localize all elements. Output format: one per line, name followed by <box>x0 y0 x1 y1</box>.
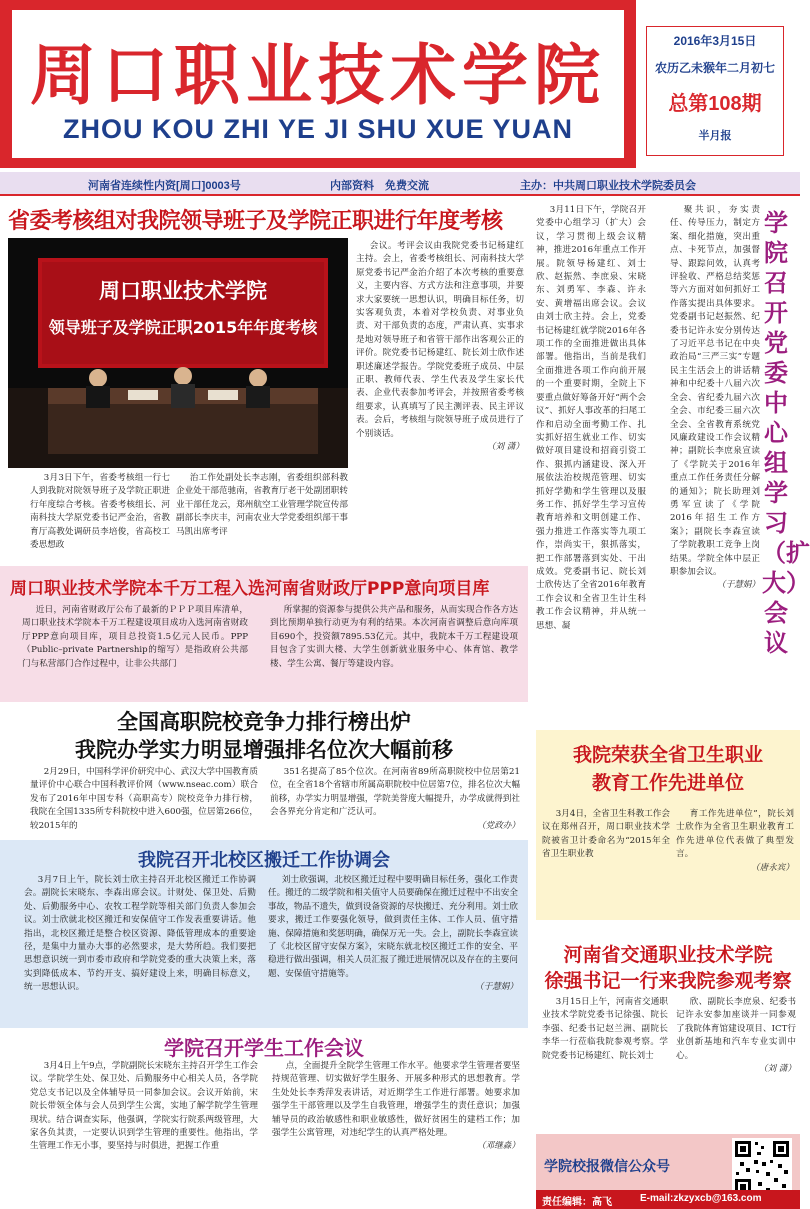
ppp-article <box>0 566 528 702</box>
lead-text-col2: 治工作处副处长李志刚，省委组织部科教企业处干部范驰南，省教育厅老干处副团职转业干部任龙云，郑州航空工业管理学院宣传部副部长李庆丰，河南农业大学党委组织部干事马凯出席考评 <box>176 473 348 537</box>
north-campus-headline: 我院召开北校区搬迁工作协调会 <box>138 850 390 871</box>
issue-number: 总第108期 <box>668 93 762 115</box>
north-author: （于慧娟） <box>475 982 518 993</box>
visit-text-col1: 3月15日上午，河南省交通职业技术学院党委书记徐强、院长李强、纪委书记赵兰洲、副院长李华一行莅临我院参观考察。学院党委书记杨建红、院长刘士 <box>542 997 668 1061</box>
sponsor: 主办：中共周口职业技术学院委员会 <box>520 180 696 192</box>
qr-code-icon[interactable] <box>732 1138 792 1198</box>
student-work-headline: 学院召开学生工作会议 <box>164 1036 364 1060</box>
ppp-text-col1: 近日，河南省财政厅公布了最新的ＰＰＰ项目库清单，周口职业技术学院本千万工程建设项目成功入选河南省财政厅PPP意向项目库，项目总投资1.5亿元人民币。PPP（Public–private Partnership的缩写）是指政府公共部门与私营部门合作过程中，让非公共部门 <box>22 605 248 669</box>
competition-headline-line2: 我院办学实力明显增强排名位次大幅前移 <box>75 738 453 762</box>
study-author: （于慧娟） <box>717 580 760 591</box>
license-number: 河南省连续性内资[周口]0003号 <box>88 180 241 192</box>
visit-headline-line1: 河南省交通职业技术学院 <box>563 944 773 966</box>
north-text-col2: 刘士欣强调，北校区搬迁过程中要明确目标任务，强化工作责任。搬迁的二级学院和相关值守人员要确保在搬迁过程中不出安全事故，物品不遗失，做到设备资源的尽快搬迁、充分利用。刘士欣要求，搬迁工作要强化领导，做到责任主体、工作人员、值守措施、保障措施和奖惩明确，确保万无一失。会上，副院长李森宣读了《北校区留守安保方案》，宋晓东就北校区搬迁工作的安全、平稳进行做出强调，相关人员汇报了搬迁进展情况以及存在的主要问题、安保值守措施等。 （于慧娟） <box>268 874 518 995</box>
north-campus-article <box>0 840 528 1028</box>
health-award-article <box>536 730 800 920</box>
health-text-col2: 育工作先进单位”，院长刘士欣作为全省卫生职业教育工作先进单位代表做了典型发言。 （唐永宾） <box>676 808 794 875</box>
health-author: （唐永宾） <box>751 862 794 873</box>
ppp-headline: 周口职业技术学院本千万工程入选河南省财政厅PPP意向项目库 <box>10 579 490 599</box>
photo-banner-line1: 周口职业技术学院 <box>99 279 267 303</box>
lunar-date: 农历乙未猴年二月初七 <box>654 61 775 75</box>
circulation-note: 内部资料 免费交流 <box>330 180 429 192</box>
photo-banner-line2: 领导班子及学院正职2015年年度考核 <box>48 318 318 337</box>
newspaper-title: 周口职业技术学院 <box>30 37 606 114</box>
footer-bar <box>536 1190 800 1209</box>
editor-credit: 责任编辑：高飞 <box>542 1197 612 1208</box>
student-text-col1: 3月4日上午9点，学院副院长宋晓东主持召开学生工作会议。学院学生处、保卫处、后勤服务中心相关人员，各学院党总支书记以及全体辅导员一同参加会议。会议开始前，宋院长带领全体与会人员到学生公寓，实地了解学院学生管理现状。结合调查实际，他强调，学院实行院系两级管理，大家各负其责，一定要认识到学生管理的重要性。他指出，学生管理工作无小事，要坚持与时俱进，把握工作重 <box>30 1061 258 1152</box>
study-text-col1: 3月11日下午，学院召开党委中心组学习（扩大）会议，学习贯彻上级会议精神，推进2016年重点工作开展。院领导杨建红、刘士欣、赵振然、李庶泉、宋晓东、刘勇军、李森、许永安、黄增福出席会议。会议由刘士欣主持。会上，党委书记杨建红就学院2016年各项工作的全面推进做出具体部署。他指出，当前是我们全面推进各项工作向前开展的一个重要时期，全院上下要重点做好筹备开好“两个会议”、抓好人事改革的扫尾工作和启动全面考勤工作、扎实抓好招生就业工作、切实做好项目建设和招商引资工作、狠抓内涵建设、深入开展依法治校规范管理、切实抓好学勤和学生管理以及服务工作、抓好学生学习宣传教育培养和文明创建工作、强力推进工作落实等九项工作，崇尚实干，狠抓落实，把工作部署落到实处、干出成效。党委副书记、院长刘士欣传达了全省2016年教育工作会议和全省卫生计生科教工作会议精神，并从统一思想、凝 <box>536 205 646 631</box>
study-headline-vertical: 学院召开党委中心组学习（扩大）会议 <box>762 209 810 657</box>
student-author: （邓继淼） <box>477 1141 520 1152</box>
study-text-col2: 聚共识，夯实责任、传导压力，制定方案、细化措施，突出重点、卡死节点，加强督导、跟踪问效，认真考评验收、严格总结奖惩等六方面对如何抓好工作落实提出具体要求。党委副书记赵振然、纪委书记许永安分别传达了习近平总书记在中央政治局“三严三实”专题民主生活会上的讲话精神和中纪委十八届六次全会、省纪委九届六次全会、市纪委三届六次全会、全省教育系统党风廉政建设工作会议精神；副院长李庶泉宣读了《学院关于2016年重点工作任务责任分解的通知》；院长助理刘勇军宣读了《学院2016年招生工作方案》；副院长李森宣读了学院教职工竞争上岗结果。学院全体中层正职参加会议。 （于慧娟） <box>670 204 760 593</box>
visit-text-col2: 欣、副院长李庶泉、纪委书记许永安参加座谈并一同参观了我院体育馆建设项目、ICT行业创新基地和汽车专业实训中心。 （刘 潇） <box>676 996 796 1076</box>
issue-date: 2016年3月15日 <box>673 34 757 48</box>
publication-frequency: 半月报 <box>698 130 732 142</box>
visit-author: （刘 潇） <box>758 1064 796 1075</box>
lead-text-col3: 会议。考评会议由我院党委书记杨建红主持。会上，省委考核组长、河南科技大学原党委书记严金治介绍了本次考核的重要意义，主要内容、方式方法和注意事项，并要求大家要统一思想认识，明确目标任务，切实客观负责，本着对学校负责、对事业负责、对干部负责的态度，严肃认真、实事求是地对领导班子和省管干部作出客观公正的评价。院党委书记杨建红、院长刘士欣作述职述廉述学报告。学院党委班子成员、中层正职、教师代表、学生代表及学生家长代表、企业代表参加考评会，并按照省委考核组要求，认真填写了民主测评表、民主评议表。会后，考核组与院领导班子成员进行了个别谈话。 （刘 潇） <box>356 240 524 455</box>
lead-author: （刘 潇） <box>486 442 524 453</box>
masthead <box>0 0 636 168</box>
contact-email[interactable]: E-mail:zkzyxcb@163.com <box>640 1193 762 1204</box>
visit-headline-line2: 徐强书记一行来我院参观考察 <box>544 970 792 992</box>
wechat-label: 学院校报微信公众号 <box>544 1159 670 1175</box>
lead-text-col1: 3月3日下午，省委考核组一行七人到我院对院领导班子及学院正职进行年度综合考核。省委考核组长、河南科技大学原党委书记严金治，省教育厅高教处调研员李培俊，省高校工委思想政 <box>30 473 170 551</box>
north-text-col1: 3月7日上午，院长刘士欣主持召开北校区搬迁工作协调会。副院长宋晓东、李森出席会议。计财处、保卫处、后勤处、后勤服务中心、农牧工程学院等相关部门负责人参加会议。刘士欣就北校区搬迁和安保值守工作发表重要讲话。他指出，北校区搬迁是整合校区资源、降低管理成本的重要途径，是集中力量办大事的必然要求，是大势所趋。我们要把思想意识统一到市委市政府和学院党委的重大决策上来，落实到降低成本、节约开支、搞好建设上来，明确目标意义，统一思想认识。 <box>24 875 256 993</box>
student-text-col2: 点，全面提升全院学生管理工作水平。他要求学生管理者要坚持规范管理、切实做好学生服务、开展多种形式的思想教育。学生处处长李秀萍发表讲话，对近期学生工作进行部署。她要求加强学生干部管理以及学生自我管理，增强学生的责任意识；加强辅导员的政治敏感性和职业敏感性，做好贫困生的建档工作；加强学生公寓管理，对违纪学生的认真严格处理。 （邓继淼） <box>272 1060 520 1154</box>
health-text-col1: 3月4日，全省卫生科教工作会议在郑州召开，周口职业技术学院被省卫计委命名为“2015年全省卫生职业教 <box>542 809 670 860</box>
competition-headline-line1: 全国高职院校竞争力排行榜出炉 <box>117 710 411 734</box>
issue-info-box <box>646 26 784 156</box>
health-headline-line1: 我院荣获全省卫生职业 <box>572 744 763 766</box>
competition-author: （党政办） <box>477 820 520 831</box>
lead-headline: 省委考核组对我院领导班子及学院正职进行年度考核 <box>8 209 503 234</box>
competition-text-col1: 2月29日，中国科学评价研究中心、武汉大学中国教育质量评价中心联合中国科教评价网（www.nseac.com）联合发布了2016年中国专科（高职高专）院校竞争力排行榜，我院在全国1335所专科院校中进入600强，位居第266位，较2015年的 <box>30 767 258 831</box>
competition-text-col2: 351名提高了85个位次。在河南省89所高职院校中位居第21位，在全省18个省辖市所属高职院校中位居第7位，排名位次大幅前移，办学实力明显增强，学院美誉度大幅提升，办学成就得到社会各界充分肯定和广泛认可。 （党政办） <box>270 766 520 833</box>
newspaper-title-pinyin: ZHOU KOU ZHI YE JI SHU XUE YUAN <box>62 114 574 144</box>
lead-photo <box>8 238 348 468</box>
ppp-text-col2: 所掌握的资源参与提供公共产品和服务，从而实现合作各方达到比预期单独行动更为有利的结果。本次河南省调整后意向库项目690个，投资额7895.53亿元。其中，我院本千万工程建设项目包含了实训大楼、大学生创新就业服务中心、体育馆、教学楼、学生公寓、餐厅等建设内容。 <box>270 605 518 669</box>
masthead-panel <box>12 10 624 158</box>
info-bar <box>0 172 800 196</box>
health-headline-line2: 教育工作先进单位 <box>591 772 744 794</box>
